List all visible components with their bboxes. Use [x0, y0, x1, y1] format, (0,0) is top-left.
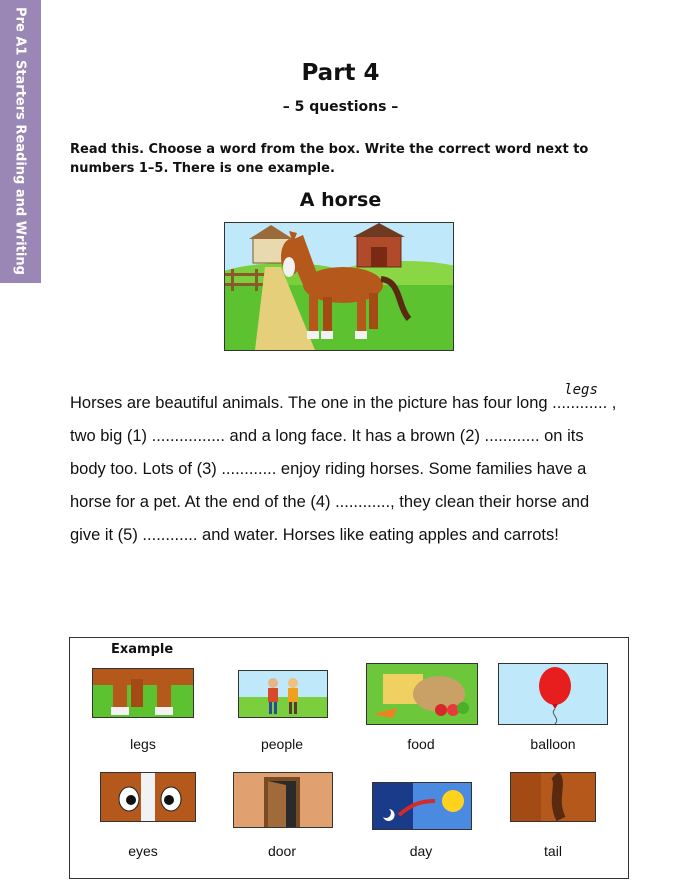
passage-line: give it (5) ............ and water. Horses like eating apples and carrots! — [70, 526, 559, 544]
horse-eyes-picture — [100, 772, 196, 822]
word-door: door — [267, 843, 297, 859]
word-day: day — [409, 843, 433, 859]
word-food: food — [407, 736, 435, 752]
example-blank-dots: ............ — [552, 394, 608, 412]
example-blank — [552, 382, 608, 420]
passage-line — [70, 382, 630, 420]
word-eyes: eyes — [128, 843, 158, 859]
word-people: people — [260, 736, 304, 752]
passage-line-1-start: Horses are beautiful animals. The one in the picture has four long — [70, 394, 553, 412]
example-label: Example — [111, 642, 174, 657]
passage-line-1-end: , — [607, 394, 617, 412]
word-tail: tail — [544, 843, 562, 859]
food-picture — [366, 663, 478, 725]
people-picture — [238, 670, 328, 718]
door-picture — [233, 772, 333, 828]
horse-legs-picture — [92, 668, 194, 718]
page-title: Part 4 — [301, 60, 380, 86]
page-subtitle: – 5 questions – — [282, 99, 399, 115]
passage-line: two big (1) ................ and a long face. It has a brown (2) ............ on its — [70, 427, 584, 445]
word-balloon: balloon — [530, 736, 576, 752]
horse-tail-picture — [510, 772, 596, 822]
day-sun-picture — [372, 782, 472, 830]
horse-scene-picture — [224, 222, 454, 351]
side-tab-label: Pre A1 Starters Reading and Writing — [12, 7, 28, 275]
story-title: A horse — [299, 189, 382, 211]
horse-scene-illustration — [225, 223, 453, 350]
instructions: Read this. Choose a word from the box. Write the correct word next to numbers 1–5. There is one example. — [70, 142, 589, 176]
passage-line: body too. Lots of (3) ............ enjoy riding horses. Some families have a — [70, 460, 587, 478]
example-answer: legs — [564, 382, 598, 398]
balloon-picture — [498, 663, 608, 725]
word-box — [69, 637, 629, 879]
reading-passage — [70, 382, 630, 552]
word-legs: legs — [130, 736, 156, 752]
passage-line: horse for a pet. At the end of the (4) ............, they clean their horse and — [70, 493, 590, 511]
side-tab — [0, 0, 41, 283]
